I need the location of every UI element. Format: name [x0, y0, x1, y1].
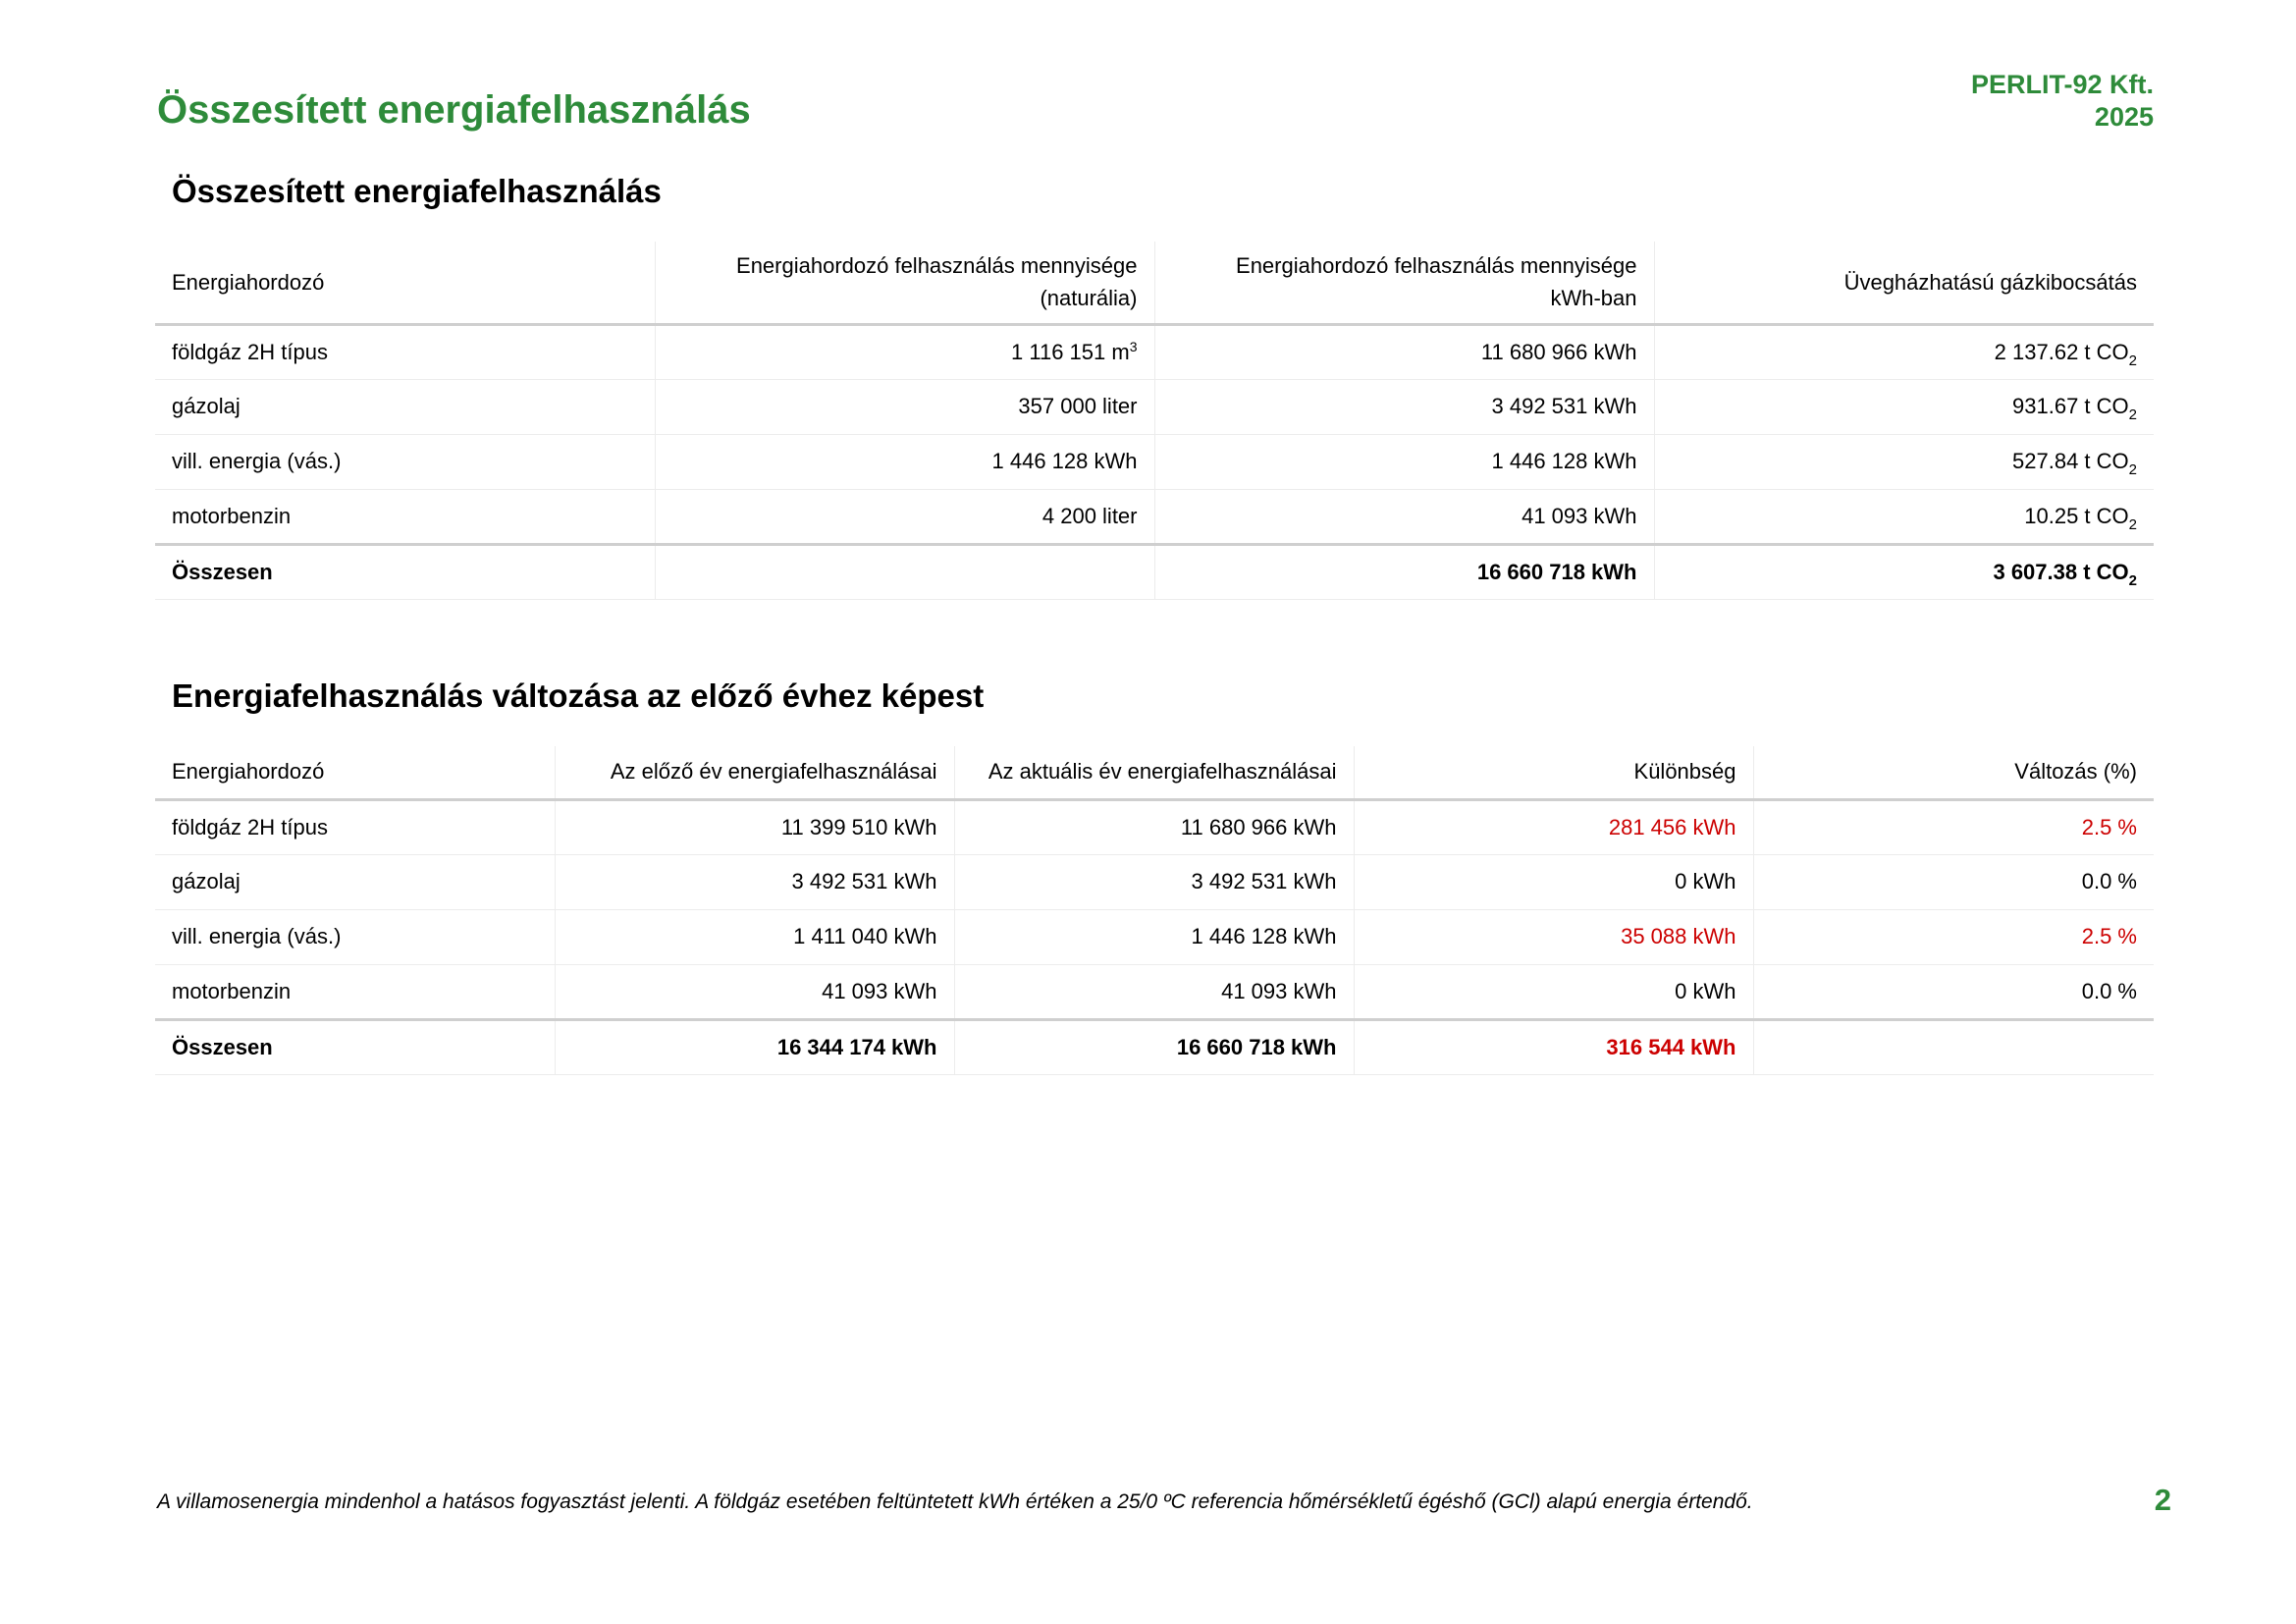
- total-ghg-subscript: 2: [2128, 571, 2137, 589]
- ghg-emission-value: 2 137.62 t CO: [1994, 339, 2129, 364]
- table-row: [155, 799, 2154, 854]
- natural-quantity-cell: [655, 379, 1154, 434]
- carrier-cell: gázolaj: [155, 854, 555, 909]
- total-row: [155, 1019, 2154, 1074]
- previous-year-cell: 41 093 kWh: [555, 964, 954, 1019]
- difference-cell: 281 456 kWh: [1354, 799, 1753, 854]
- column-header-natural-quantity: [655, 242, 1154, 324]
- natural-quantity-value: 4 200 liter: [1041, 503, 1138, 528]
- column-header-carrier: Energiahordozó: [155, 746, 555, 799]
- table-row: [155, 434, 2154, 489]
- table-row: [155, 489, 2154, 544]
- ghg-emission-subscript: 2: [2128, 461, 2137, 478]
- column-header-kwh-line2: kWh-ban: [1550, 286, 1637, 311]
- column-header-natural-line2: (naturália): [1040, 286, 1138, 311]
- table-row: [155, 379, 2154, 434]
- previous-year-cell: 11 399 510 kWh: [555, 799, 954, 854]
- footnote: A villamosenergia mindenhol a hatásos fogyasztást jelenti. A földgáz esetében feltüntetett kWh értéken a 25/0 ºC referencia hőmérsékletű égéshő (GCl) alapú energia értendő.: [157, 1490, 1753, 1513]
- change-percent-cell: 2.5 %: [1753, 799, 2154, 854]
- table-row: [155, 964, 2154, 1019]
- column-header-kwh-line1: Energiahordozó felhasználás mennyisége: [1236, 253, 1637, 279]
- change-section-heading: Energiafelhasználás változása az előző évhez képest: [172, 677, 985, 714]
- difference-cell: 0 kWh: [1354, 854, 1753, 909]
- column-header-current-year: Az aktuális év energiafelhasználásai: [954, 746, 1354, 799]
- kwh-quantity-cell: 3 492 531 kWh: [1154, 379, 1654, 434]
- total-label: Összesen: [155, 544, 655, 599]
- total-previous: 16 344 174 kWh: [555, 1019, 954, 1074]
- ghg-emission-subscript: 2: [2128, 406, 2137, 423]
- column-header-difference: Különbség: [1354, 746, 1753, 799]
- kwh-quantity-cell: 11 680 966 kWh: [1154, 324, 1654, 379]
- ghg-emission-value: 527.84 t CO: [2012, 449, 2129, 473]
- ghg-emission-value: 931.67 t CO: [2012, 394, 2129, 418]
- column-header-kwh-quantity: [1154, 242, 1654, 324]
- energy-change-table: [155, 746, 2154, 1075]
- previous-year-cell: 3 492 531 kWh: [555, 854, 954, 909]
- ghg-emission-cell: [1654, 324, 2154, 379]
- current-year-cell: 41 093 kWh: [954, 964, 1354, 1019]
- company-block: [1971, 69, 2154, 134]
- previous-year-cell: 1 411 040 kWh: [555, 909, 954, 964]
- carrier-cell: motorbenzin: [155, 489, 655, 544]
- summary-section-heading: Összesített energiafelhasználás: [172, 173, 662, 209]
- ghg-emission-cell: [1654, 379, 2154, 434]
- table-row: [155, 324, 2154, 379]
- carrier-cell: földgáz 2H típus: [155, 324, 655, 379]
- natural-quantity-value: 1 116 151 m: [1011, 339, 1130, 364]
- carrier-cell: gázolaj: [155, 379, 655, 434]
- total-row: [155, 544, 2154, 599]
- column-header-previous-year: Az előző év energiafelhasználásai: [555, 746, 954, 799]
- ghg-emission-value: 10.25 t CO: [2024, 503, 2129, 528]
- kwh-quantity-cell: 1 446 128 kWh: [1154, 434, 1654, 489]
- ghg-emission-subscript: 2: [2128, 352, 2137, 369]
- column-header-natural-line1: Energiahordozó felhasználás mennyisége: [736, 253, 1138, 279]
- natural-quantity-value: 357 000 liter: [1018, 394, 1138, 418]
- total-ghg: [1654, 544, 2154, 599]
- total-current: 16 660 718 kWh: [954, 1019, 1354, 1074]
- difference-cell: 0 kWh: [1354, 964, 1753, 1019]
- kwh-quantity-cell: 41 093 kWh: [1154, 489, 1654, 544]
- table-row: [155, 854, 2154, 909]
- current-year-cell: 1 446 128 kWh: [954, 909, 1354, 964]
- total-change: [1753, 1019, 2154, 1074]
- total-kwh: 16 660 718 kWh: [1154, 544, 1654, 599]
- current-year-cell: 11 680 966 kWh: [954, 799, 1354, 854]
- natural-quantity-superscript: 3: [1129, 338, 1138, 354]
- ghg-emission-subscript: 2: [2128, 515, 2137, 533]
- company-name: PERLIT-92 Kft.: [1970, 70, 2154, 99]
- column-header-change-percent: Változás (%): [1753, 746, 2154, 799]
- carrier-cell: földgáz 2H típus: [155, 799, 555, 854]
- table-row: [155, 909, 2154, 964]
- total-ghg-value: 3 607.38 t CO: [1993, 559, 2129, 584]
- carrier-cell: motorbenzin: [155, 964, 555, 1019]
- page-number: 2: [2154, 1483, 2171, 1517]
- natural-quantity-cell: [655, 324, 1154, 379]
- table-header-row: [155, 242, 2154, 324]
- natural-quantity-cell: [655, 434, 1154, 489]
- report-year: 2025: [2094, 102, 2154, 132]
- page-title: Összesített energiafelhasználás: [157, 88, 751, 132]
- change-percent-cell: 0.0 %: [1753, 854, 2154, 909]
- column-header-carrier: Energiahordozó: [155, 242, 655, 324]
- carrier-cell: vill. energia (vás.): [155, 909, 555, 964]
- ghg-emission-cell: [1654, 434, 2154, 489]
- total-label: Összesen: [155, 1019, 555, 1074]
- carrier-cell: vill. energia (vás.): [155, 434, 655, 489]
- energy-summary-table: [155, 242, 2154, 600]
- current-year-cell: 3 492 531 kWh: [954, 854, 1354, 909]
- total-natural: [655, 544, 1154, 599]
- table-header-row: [155, 746, 2154, 799]
- change-percent-cell: 2.5 %: [1753, 909, 2154, 964]
- natural-quantity-value: 1 446 128 kWh: [991, 449, 1138, 473]
- total-difference: 316 544 kWh: [1354, 1019, 1753, 1074]
- column-header-ghg-emission: Üvegházhatású gázkibocsátás: [1654, 242, 2154, 324]
- change-percent-cell: 0.0 %: [1753, 964, 2154, 1019]
- difference-cell: 35 088 kWh: [1354, 909, 1753, 964]
- ghg-emission-cell: [1654, 489, 2154, 544]
- natural-quantity-cell: [655, 489, 1154, 544]
